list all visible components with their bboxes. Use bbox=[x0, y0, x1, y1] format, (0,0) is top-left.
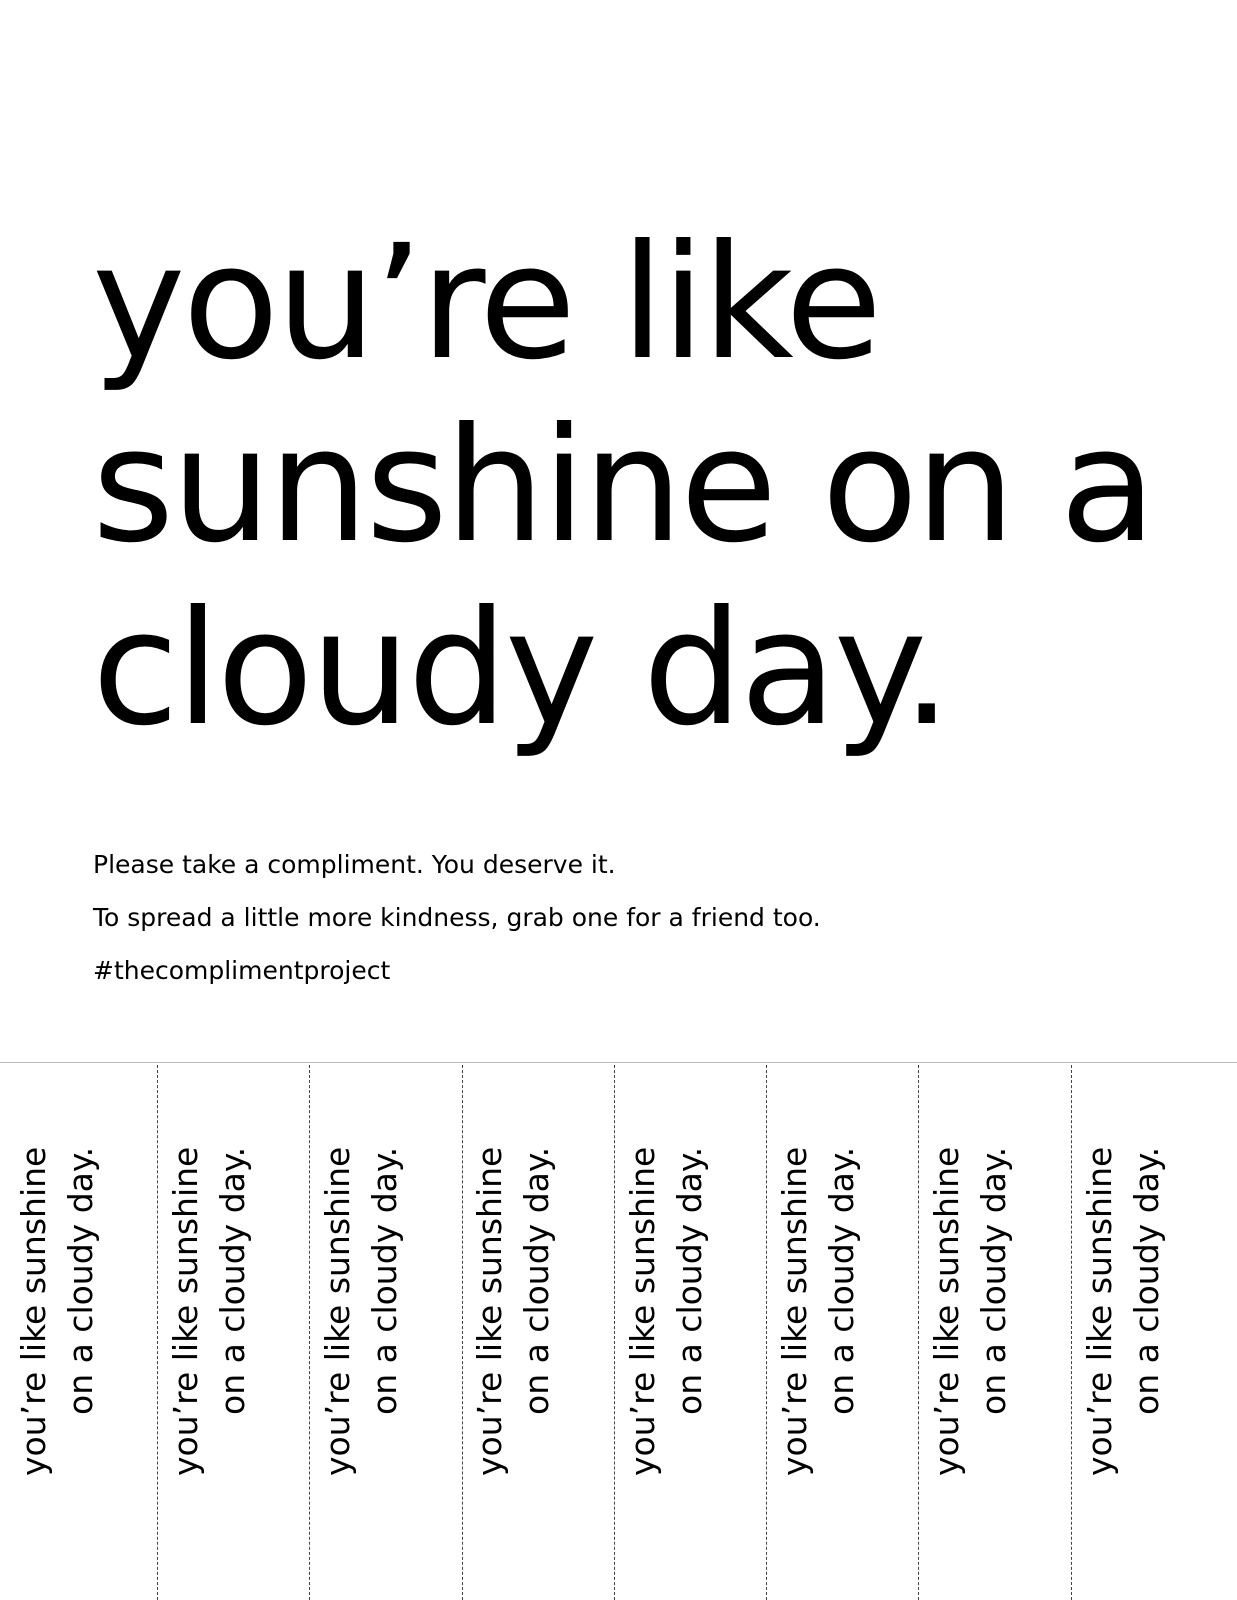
tear-off-tab[interactable] bbox=[1066, 1063, 1218, 1600]
tear-off-tab[interactable] bbox=[913, 1063, 1065, 1600]
headline-line-1: you’re like bbox=[92, 211, 880, 395]
tear-off-tab[interactable] bbox=[761, 1063, 913, 1600]
headline bbox=[92, 212, 1192, 761]
tab-text bbox=[10, 1147, 142, 1507]
hashtag: #thecomplimentproject bbox=[93, 956, 391, 985]
tab-line-1: you’re like sunshine bbox=[14, 1147, 53, 1477]
kindness-line: To spread a little more kindness, grab one for a friend too. bbox=[93, 903, 821, 932]
compliment-line: Please take a compliment. You deserve it. bbox=[93, 850, 616, 879]
tab-line-2: on a cloudy day. bbox=[822, 1147, 861, 1416]
tab-line-1: you’re like sunshine bbox=[927, 1147, 966, 1477]
tab-line-1: you’re like sunshine bbox=[775, 1147, 814, 1477]
tear-off-tab[interactable] bbox=[456, 1063, 608, 1600]
tab-line-1: you’re like sunshine bbox=[166, 1147, 205, 1477]
tab-text bbox=[1076, 1147, 1208, 1507]
tab-text bbox=[923, 1147, 1055, 1507]
tear-off-tab[interactable] bbox=[304, 1063, 456, 1600]
tab-text bbox=[619, 1147, 751, 1507]
tab-line-2: on a cloudy day. bbox=[974, 1147, 1013, 1416]
tab-line-1: you’re like sunshine bbox=[318, 1147, 357, 1477]
tab-line-2: on a cloudy day. bbox=[213, 1147, 252, 1416]
cut-line bbox=[766, 1065, 767, 1600]
tear-off-tab[interactable] bbox=[0, 1063, 152, 1600]
tab-line-1: you’re like sunshine bbox=[1080, 1147, 1119, 1477]
tab-line-2: on a cloudy day. bbox=[1127, 1147, 1166, 1416]
cut-line bbox=[614, 1065, 615, 1600]
tab-line-2: on a cloudy day. bbox=[670, 1147, 709, 1416]
tab-line-1: you’re like sunshine bbox=[623, 1147, 662, 1477]
cut-line bbox=[462, 1065, 463, 1600]
tab-text bbox=[771, 1147, 903, 1507]
tab-line-2: on a cloudy day. bbox=[61, 1147, 100, 1416]
cut-line bbox=[309, 1065, 310, 1600]
tab-line-1: you’re like sunshine bbox=[470, 1147, 509, 1477]
headline-line-2: sunshine on a bbox=[92, 394, 1154, 578]
cut-line bbox=[1071, 1065, 1072, 1600]
tab-text bbox=[314, 1147, 446, 1507]
tear-off-tabs bbox=[0, 1063, 1237, 1600]
body-text bbox=[93, 850, 1093, 1009]
headline-line-3: cloudy day. bbox=[92, 577, 949, 761]
tear-off-tab[interactable] bbox=[152, 1063, 304, 1600]
cut-line bbox=[918, 1065, 919, 1600]
tab-line-2: on a cloudy day. bbox=[517, 1147, 556, 1416]
tab-text bbox=[162, 1147, 294, 1507]
tab-line-2: on a cloudy day. bbox=[365, 1147, 404, 1416]
tab-text bbox=[466, 1147, 598, 1507]
tear-off-tab[interactable] bbox=[609, 1063, 761, 1600]
cut-line bbox=[157, 1065, 158, 1600]
